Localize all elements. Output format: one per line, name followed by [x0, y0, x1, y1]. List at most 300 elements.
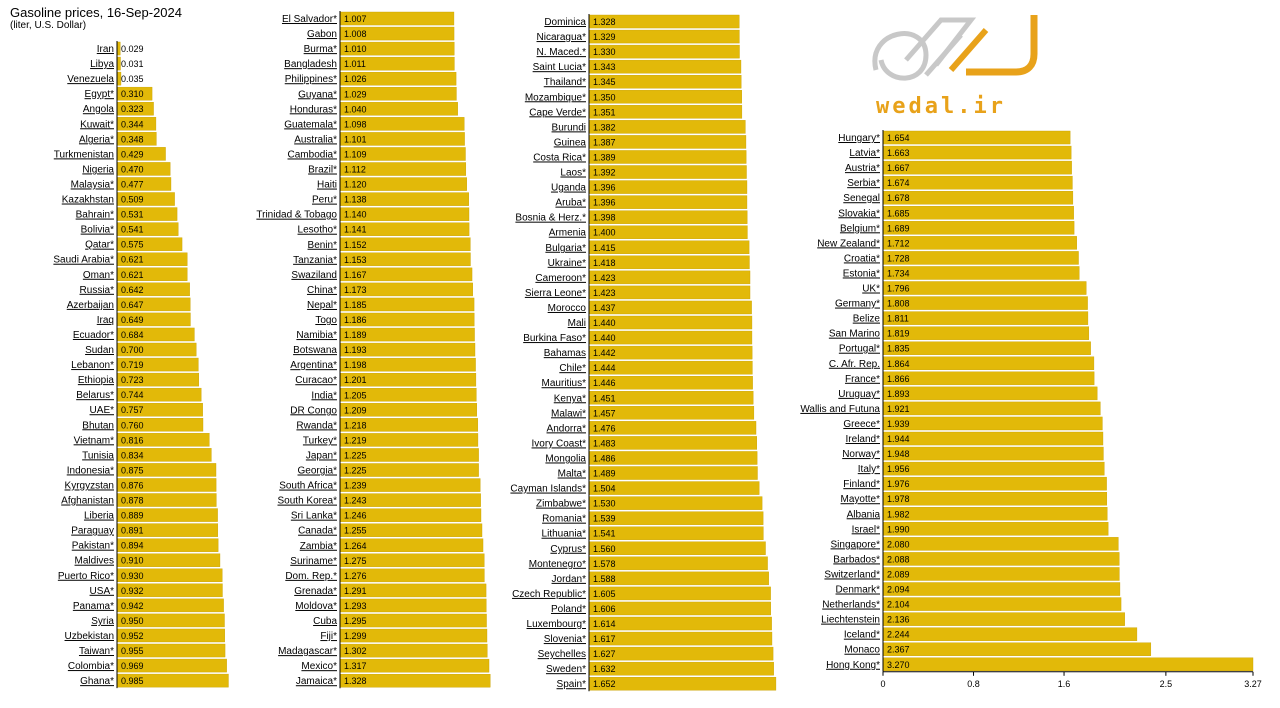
- data-label: 0.910: [121, 555, 144, 566]
- category-label: Armenia: [548, 227, 586, 239]
- data-label: 1.392: [593, 167, 616, 178]
- bar: [883, 161, 1072, 174]
- data-label: 2.094: [887, 584, 910, 595]
- data-label: 1.293: [344, 600, 367, 611]
- data-label: 1.819: [887, 328, 910, 339]
- category-label: Ethiopia: [77, 375, 114, 387]
- data-label: 1.674: [887, 178, 910, 189]
- category-label: Singapore*: [830, 539, 880, 551]
- category-label: Poland*: [550, 603, 586, 615]
- category-label: Bahrain*: [75, 209, 114, 221]
- category-label: Japan*: [305, 450, 337, 462]
- data-label: 1.201: [344, 375, 367, 386]
- bar: [883, 567, 1119, 580]
- category-label: Burundi: [551, 122, 586, 134]
- data-label: 1.098: [344, 119, 367, 130]
- data-label: 0.757: [121, 405, 144, 416]
- category-label: Slovenia*: [543, 634, 586, 646]
- data-label: 1.400: [593, 227, 616, 238]
- data-label: 1.921: [887, 403, 910, 414]
- data-label: 1.328: [344, 676, 367, 687]
- category-label: Saint Lucia*: [532, 62, 586, 74]
- data-label: 1.685: [887, 208, 910, 219]
- bar: [589, 587, 771, 600]
- data-label: 1.976: [887, 479, 910, 490]
- category-label: Ireland*: [845, 434, 880, 446]
- category-label: Nepal*: [306, 299, 337, 311]
- data-label: 1.189: [344, 330, 367, 341]
- data-label: 1.152: [344, 239, 367, 250]
- category-label: Greece*: [843, 418, 880, 430]
- data-label: 0.760: [121, 420, 144, 431]
- data-label: 1.029: [344, 89, 367, 100]
- data-label: 0.647: [121, 299, 144, 310]
- bar: [883, 327, 1089, 340]
- category-label: Serbia*: [847, 178, 880, 190]
- category-label: Latvia*: [849, 148, 880, 160]
- category-label: Portugal*: [838, 343, 880, 355]
- category-label: Jordan*: [551, 573, 586, 585]
- bar: [883, 432, 1103, 445]
- data-label: 0.894: [121, 540, 144, 551]
- data-label: 1.219: [344, 435, 367, 446]
- category-label: Monaco: [844, 644, 880, 656]
- bar: [883, 552, 1119, 565]
- bar: [883, 462, 1104, 475]
- category-label: Saudi Arabia*: [53, 254, 114, 266]
- data-label: 1.442: [593, 348, 616, 359]
- data-label: 0.889: [121, 510, 144, 521]
- category-label: Norway*: [842, 449, 880, 461]
- category-label: Italy*: [857, 464, 880, 476]
- category-label: Puerto Rico*: [57, 570, 114, 582]
- category-label: Bosnia & Herz.*: [515, 212, 586, 224]
- data-label: 1.109: [344, 149, 367, 160]
- bar: [883, 372, 1094, 385]
- category-label: Croatia*: [843, 253, 880, 265]
- data-label: 1.734: [887, 268, 910, 279]
- category-label: Guinea: [553, 137, 586, 149]
- category-label: Nicaragua*: [536, 32, 586, 44]
- category-label: Gabon: [306, 29, 337, 41]
- x-tick-label: 3.27: [1244, 678, 1262, 689]
- category-label: Pakistan*: [71, 540, 114, 552]
- bar: [883, 492, 1107, 505]
- category-label: China*: [306, 284, 337, 296]
- data-label: 1.560: [593, 543, 616, 554]
- data-label: 1.948: [887, 449, 910, 460]
- data-label: 0.348: [121, 134, 144, 145]
- bar: [883, 658, 1253, 671]
- data-label: 1.343: [593, 62, 616, 73]
- data-label: 1.276: [344, 570, 367, 581]
- category-label: Fiji*: [320, 631, 337, 643]
- data-label: 1.186: [344, 315, 367, 326]
- category-label: Bolivia*: [80, 224, 114, 236]
- data-label: 1.389: [593, 152, 616, 163]
- data-label: 1.632: [593, 664, 616, 675]
- data-label: 0.621: [121, 269, 144, 280]
- data-label: 1.614: [593, 619, 616, 630]
- data-label: 0.700: [121, 345, 144, 356]
- data-label: 1.689: [887, 223, 910, 234]
- data-label: 0.942: [121, 600, 144, 611]
- bar: [589, 662, 774, 675]
- category-label: Austria*: [844, 163, 880, 175]
- data-label: 1.329: [593, 32, 616, 43]
- category-label: Belize: [852, 313, 880, 325]
- data-label: 1.317: [344, 661, 367, 672]
- bar: [883, 537, 1118, 550]
- data-label: 1.437: [593, 302, 616, 313]
- data-label: 1.120: [344, 179, 367, 190]
- category-label: Denmark*: [835, 584, 880, 596]
- data-label: 1.153: [344, 254, 367, 265]
- category-label: Libya: [90, 59, 114, 71]
- data-label: 1.423: [593, 287, 616, 298]
- data-label: 0.649: [121, 314, 144, 325]
- x-tick-label: 0: [880, 678, 886, 689]
- bar: [883, 342, 1091, 355]
- data-label: 1.678: [887, 193, 910, 204]
- category-label: Georgia*: [297, 465, 337, 477]
- bar: [883, 357, 1094, 370]
- category-label: Sudan: [85, 345, 114, 357]
- category-label: Switzerland*: [824, 569, 880, 581]
- category-label: Maldives: [74, 555, 114, 567]
- category-label: Sri Lanka*: [290, 510, 337, 522]
- bar: [883, 282, 1086, 295]
- watermark-text: wedal.ir: [876, 94, 1006, 119]
- data-label: 0.969: [121, 661, 144, 672]
- data-label: 0.744: [121, 390, 144, 401]
- category-label: Cyprus*: [550, 543, 586, 555]
- category-label: Mexico*: [301, 661, 337, 673]
- data-label: 0.891: [121, 525, 144, 536]
- data-label: 0.575: [121, 239, 144, 250]
- data-label: 1.205: [344, 390, 367, 401]
- data-label: 0.621: [121, 254, 144, 265]
- data-label: 1.444: [593, 363, 616, 374]
- category-label: Czech Republic*: [512, 588, 586, 600]
- data-label: 1.225: [344, 450, 367, 461]
- data-label: 1.627: [593, 649, 616, 660]
- category-label: South Africa*: [279, 480, 337, 492]
- category-label: Botswana: [293, 345, 337, 357]
- category-label: Iceland*: [843, 629, 880, 641]
- data-label: 1.451: [593, 393, 616, 404]
- bar: [589, 572, 769, 585]
- data-label: 1.396: [593, 182, 616, 193]
- data-label: 0.719: [121, 360, 144, 371]
- category-label: Trinidad & Tobago: [256, 209, 337, 221]
- bar: [883, 507, 1107, 520]
- category-label: Israel*: [851, 524, 880, 536]
- data-label: 0.955: [121, 646, 144, 657]
- category-label: Lesotho*: [297, 224, 337, 236]
- category-label: Nigeria: [82, 164, 114, 176]
- data-label: 1.654: [887, 133, 910, 144]
- category-label: Bhutan: [82, 420, 114, 432]
- category-label: Lithuania*: [541, 528, 586, 540]
- category-label: Sierra Leone*: [524, 287, 586, 299]
- category-label: DR Congo: [290, 405, 337, 417]
- category-label: Kuwait*: [80, 119, 114, 131]
- data-label: 1.811: [887, 313, 909, 324]
- category-label: Cuba: [313, 616, 337, 628]
- data-label: 0.878: [121, 495, 144, 506]
- data-label: 1.246: [344, 510, 367, 521]
- chart-title: Gasoline prices, 16-Sep-2024: [10, 5, 182, 20]
- data-label: 1.330: [593, 47, 616, 58]
- category-label: Taiwan*: [78, 646, 114, 658]
- category-label: Moldova*: [295, 600, 337, 612]
- category-label: Rwanda*: [296, 420, 337, 432]
- category-label: Uruguay*: [838, 388, 880, 400]
- category-label: Hungary*: [838, 133, 880, 145]
- bar: [883, 417, 1102, 430]
- data-label: 1.345: [593, 77, 616, 88]
- x-tick-label: 1.6: [1057, 678, 1071, 689]
- data-label: 0.035: [121, 74, 144, 85]
- category-label: Cayman Islands*: [510, 483, 586, 495]
- data-label: 1.112: [344, 164, 366, 175]
- category-label: Mauritius*: [541, 378, 586, 390]
- data-label: 1.138: [344, 194, 367, 205]
- data-label: 0.834: [121, 450, 144, 461]
- category-label: Costa Rica*: [533, 152, 586, 164]
- bar: [117, 57, 121, 70]
- data-label: 1.663: [887, 148, 910, 159]
- category-label: Bangladesh: [284, 59, 337, 71]
- data-label: 1.541: [593, 528, 616, 539]
- data-label: 1.243: [344, 495, 367, 506]
- data-label: 1.173: [344, 284, 367, 295]
- category-label: Montenegro*: [528, 558, 586, 570]
- category-label: Romania*: [542, 513, 586, 525]
- data-label: 2.089: [887, 569, 910, 580]
- data-label: 0.509: [121, 194, 144, 205]
- data-label: 0.875: [121, 465, 144, 476]
- category-label: Togo: [315, 315, 337, 327]
- category-label: Netherlands*: [822, 599, 880, 611]
- category-label: Belgium*: [839, 223, 880, 235]
- category-label: France*: [844, 373, 880, 385]
- data-label: 1.486: [593, 453, 616, 464]
- bar: [883, 146, 1071, 159]
- data-label: 1.712: [887, 238, 910, 249]
- data-label: 1.423: [593, 272, 616, 283]
- category-label: Algeria*: [78, 134, 114, 146]
- data-label: 1.185: [344, 299, 367, 310]
- data-label: 1.667: [887, 163, 910, 174]
- bar: [883, 266, 1079, 279]
- data-label: 1.956: [887, 464, 910, 475]
- category-label: Spain*: [556, 679, 586, 691]
- data-label: 1.539: [593, 513, 616, 524]
- data-label: 1.140: [344, 209, 367, 220]
- data-label: 0.344: [121, 119, 144, 130]
- category-label: UAE*: [89, 405, 114, 417]
- bar: [883, 613, 1125, 626]
- category-label: Ivory Coast*: [531, 438, 586, 450]
- category-label: Brazil*: [308, 164, 337, 176]
- category-label: Chile*: [559, 363, 586, 375]
- category-label: Laos*: [560, 167, 586, 179]
- data-label: 1.606: [593, 603, 616, 614]
- data-label: 1.728: [887, 253, 910, 264]
- data-label: 1.617: [593, 634, 616, 645]
- category-label: Iraq: [96, 314, 114, 326]
- data-label: 1.351: [593, 107, 616, 118]
- category-label: Liberia: [83, 510, 114, 522]
- category-label: Vietnam*: [73, 435, 114, 447]
- data-label: 1.007: [344, 14, 367, 25]
- category-label: Wallis and Futuna: [800, 403, 880, 415]
- data-label: 0.930: [121, 570, 144, 581]
- category-label: Honduras*: [289, 104, 337, 116]
- category-label: Bulgaria*: [545, 242, 586, 254]
- category-label: Madagascar*: [278, 646, 337, 658]
- category-label: Curacao*: [295, 375, 337, 387]
- category-label: New Zealand*: [817, 238, 880, 250]
- data-label: 1.446: [593, 378, 616, 389]
- data-label: 2.244: [887, 629, 910, 640]
- category-label: Tanzania*: [293, 254, 337, 266]
- data-label: 1.864: [887, 358, 910, 369]
- category-label: Malawi*: [550, 408, 586, 420]
- category-label: Ukraine*: [547, 257, 586, 269]
- category-label: Burma*: [303, 44, 337, 56]
- data-label: 1.415: [593, 242, 616, 253]
- category-label: Azerbaijan: [66, 299, 114, 311]
- category-label: Indonesia*: [66, 465, 114, 477]
- category-label: Qatar*: [85, 239, 114, 251]
- data-label: 0.541: [121, 224, 144, 235]
- data-label: 3.270: [887, 659, 910, 670]
- data-label: 1.225: [344, 465, 367, 476]
- category-label: Haiti: [316, 179, 337, 191]
- category-label: UK*: [862, 283, 880, 295]
- data-label: 1.218: [344, 420, 367, 431]
- bar: [883, 297, 1088, 310]
- bar: [883, 643, 1151, 656]
- data-label: 2.080: [887, 539, 910, 550]
- category-label: Benin*: [307, 239, 337, 251]
- category-label: Zambia*: [299, 540, 337, 552]
- data-label: 1.040: [344, 104, 367, 115]
- bar: [589, 632, 772, 645]
- category-label: Mali: [567, 318, 586, 330]
- category-label: Afghanistan: [61, 495, 114, 507]
- category-label: Luxembourg*: [526, 619, 586, 631]
- data-label: 0.723: [121, 375, 144, 386]
- category-label: Zimbabwe*: [535, 498, 586, 510]
- chart-subtitle: (liter, U.S. Dollar): [10, 20, 87, 31]
- bar: [883, 176, 1072, 189]
- data-label: 1.440: [593, 318, 616, 329]
- category-label: Panama*: [72, 600, 114, 612]
- category-label: Senegal: [843, 193, 880, 205]
- data-label: 0.429: [121, 149, 144, 160]
- category-label: Peru*: [311, 194, 337, 206]
- category-label: Guyana*: [298, 89, 337, 101]
- category-label: Uzbekistan: [64, 630, 114, 642]
- bar: [883, 522, 1108, 535]
- data-label: 1.457: [593, 408, 616, 419]
- data-label: 1.302: [344, 646, 367, 657]
- data-label: 1.796: [887, 283, 910, 294]
- category-label: N. Maced.*: [536, 47, 586, 59]
- data-label: 1.530: [593, 498, 616, 509]
- data-label: 2.088: [887, 554, 910, 565]
- data-label: 0.323: [121, 104, 144, 115]
- data-label: 0.684: [121, 329, 144, 340]
- data-label: 1.011: [344, 59, 366, 70]
- category-label: Venezuela: [67, 74, 114, 86]
- category-label: Paraguay: [71, 525, 114, 537]
- category-label: Thailand*: [543, 77, 586, 89]
- data-label: 1.939: [887, 418, 910, 429]
- category-label: South Korea*: [277, 495, 337, 507]
- category-label: Ghana*: [80, 676, 114, 688]
- data-label: 0.029: [121, 44, 144, 55]
- data-label: 0.477: [121, 179, 144, 190]
- data-label: 1.275: [344, 555, 367, 566]
- category-label: Barbados*: [833, 554, 880, 566]
- bar: [883, 628, 1137, 641]
- category-label: Jamaica*: [295, 676, 337, 688]
- category-label: Kazakhstan: [61, 194, 114, 206]
- category-label: Slovakia*: [838, 208, 880, 220]
- bar: [883, 447, 1103, 460]
- data-label: 0.031: [121, 59, 144, 70]
- category-label: Belarus*: [76, 390, 114, 402]
- data-label: 1.978: [887, 494, 910, 505]
- category-label: Colombia*: [67, 661, 114, 673]
- category-label: C. Afr. Rep.: [828, 358, 880, 370]
- data-label: 0.876: [121, 480, 144, 491]
- category-label: Turkey*: [302, 435, 337, 447]
- bar: [883, 598, 1121, 611]
- data-label: 0.816: [121, 435, 144, 446]
- category-label: Guatemala*: [284, 119, 337, 131]
- data-label: 1.141: [344, 224, 367, 235]
- data-label: 1.990: [887, 524, 910, 535]
- category-label: San Marino: [828, 328, 880, 340]
- category-label: Germany*: [834, 298, 880, 310]
- data-label: 1.605: [593, 588, 616, 599]
- data-label: 1.295: [344, 616, 367, 627]
- data-label: 0.950: [121, 615, 144, 626]
- bar: [883, 583, 1120, 596]
- category-label: Finland*: [843, 479, 880, 491]
- data-label: 1.026: [344, 74, 367, 85]
- category-label: Estonia*: [842, 268, 880, 280]
- category-label: Uganda: [550, 182, 586, 194]
- category-label: El Salvador*: [281, 14, 337, 26]
- bar: [883, 236, 1077, 249]
- data-label: 1.578: [593, 558, 616, 569]
- data-label: 1.299: [344, 631, 367, 642]
- data-label: 1.010: [344, 44, 367, 55]
- category-label: Seychelles: [537, 649, 586, 661]
- data-label: 1.398: [593, 212, 616, 223]
- category-label: Malaysia*: [70, 179, 114, 191]
- bar: [589, 617, 772, 630]
- data-label: 1.193: [344, 345, 367, 356]
- data-label: 1.588: [593, 573, 616, 584]
